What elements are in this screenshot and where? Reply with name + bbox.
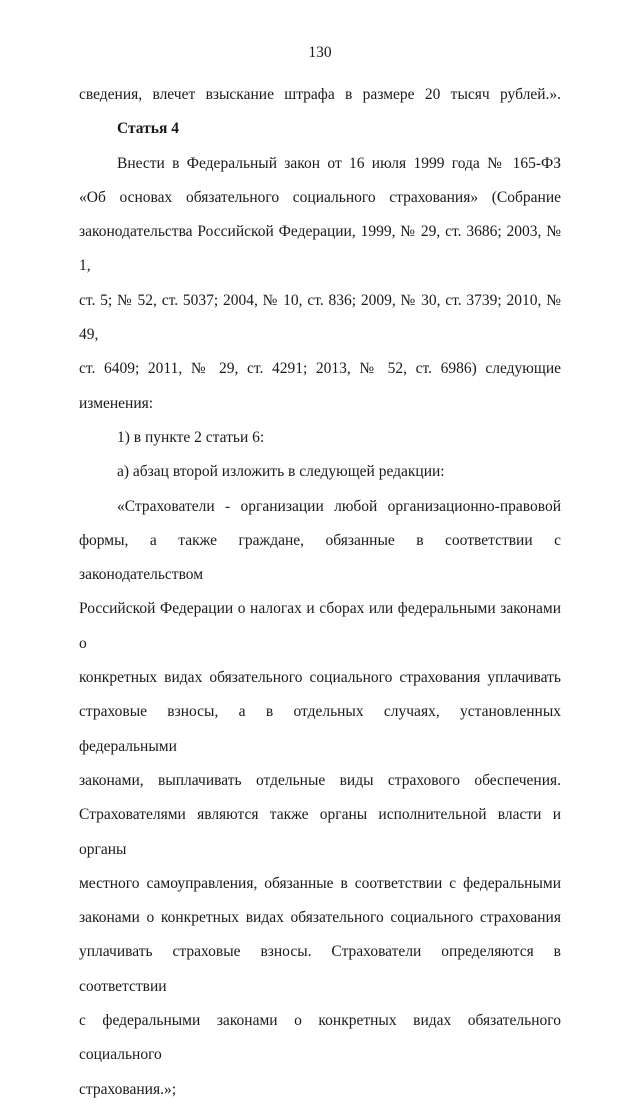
page-number: 130 [308,44,332,61]
text-line: Российской Федерации о налогах и сборах или федеральными законами о [79,600,561,652]
text-line: формы, а также граждане, обязанные в соответствии с законодательством [79,531,561,584]
text-line: ст. 5; № 52, ст. 5037; 2004, № 10, ст. 836; 2009, № 30, ст. 3739; 2010, № 49, [79,291,561,344]
document-body [79,78,561,1107]
text-line-last: страхования.»; [79,1080,177,1098]
text-line: с федеральными законами о конкретных видах обязательного социального [79,1012,561,1064]
text-line: ст. 6409; 2011, № 29, ст. 4291; 2013, № 52, ст. 6986) следующие изменения: [79,360,561,412]
text-line: местного самоуправления, обязанные в соответствии с федеральными [79,874,561,892]
text-line: Страхователями являются также органы исполнительной власти и органы [79,806,561,858]
list-item-point: 1) в пункте 2 статьи 6: [117,428,265,446]
text-line-continuation: сведения, влечет взыскание штрафа в размере 20 тысяч рублей.». [79,86,561,103]
text-line: страховые взносы, а в отдельных случаях, установленных федеральными [79,703,561,755]
text-line: конкретных видах обязательного социального страхования уплачивать [79,669,561,687]
text-line: законами, выплачивать отдельные виды страхового обеспечения. [79,771,561,789]
text-line: законодательства Российской Федерации, 1999, № 29, ст. 3686; 2003, № 1, [79,223,561,275]
text-line-article-intro: Внести в Федеральный закон от 16 июля 1999 года № 165-ФЗ [117,154,561,172]
list-item-subpoint: а) абзац второй изложить в следующей редакции: [117,463,445,481]
quoted-paragraph-start: «Страхователи - организации любой организационно-правовой [117,497,561,515]
article-heading: Статья 4 [117,120,179,138]
text-line: «Об основах обязательного социального страхования» (Собрание [79,188,561,206]
text-line: уплачивать страховые взносы. Страхователи определяются в соответствии [79,943,561,995]
text-line: законами о конкретных видах обязательного социального страхования [79,909,561,927]
